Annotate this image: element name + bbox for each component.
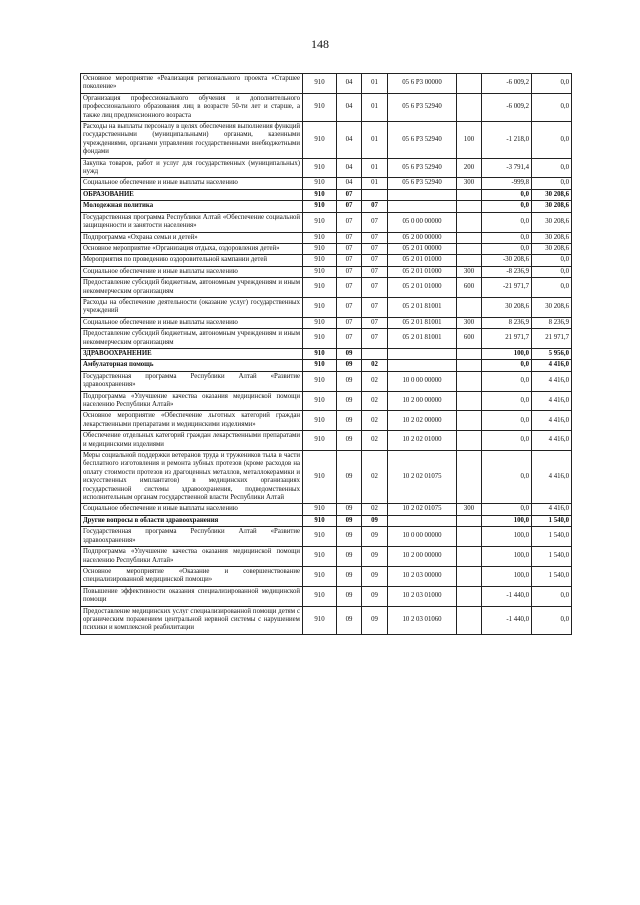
cell-ved: 910 <box>303 201 337 212</box>
cell-section: 09 <box>337 606 362 634</box>
cell-expense-type <box>457 348 482 359</box>
table-row <box>81 297 572 317</box>
table-row <box>81 189 572 200</box>
cell-ved: 910 <box>303 411 337 431</box>
table-row <box>81 547 572 567</box>
cell-target-article: 05 2 01 81001 <box>388 297 457 317</box>
cell-target-article <box>388 201 457 212</box>
cell-target-article: 10 2 02 01000 <box>388 431 457 451</box>
cell-section: 07 <box>337 329 362 349</box>
cell-target-article: 10 0 00 00000 <box>388 371 457 391</box>
cell-expense-type <box>457 515 482 526</box>
row-name: Закупка товаров, работ и услуг для государственных (муниципальных) нужд <box>81 158 303 178</box>
cell-sum-total: 1 540,0 <box>532 515 572 526</box>
cell-section: 09 <box>337 566 362 586</box>
cell-ved: 910 <box>303 527 337 547</box>
cell-sum-change: -6 009,2 <box>482 74 532 94</box>
cell-target-article: 05 6 P3 52940 <box>388 93 457 121</box>
row-name: ЗДРАВООХРАНЕНИЕ <box>81 348 303 359</box>
table-row <box>81 232 572 243</box>
table-row <box>81 243 572 254</box>
cell-ved: 910 <box>303 586 337 606</box>
cell-sum-change: -6 009,2 <box>482 93 532 121</box>
cell-section: 07 <box>337 243 362 254</box>
table-row <box>81 411 572 431</box>
cell-subsection: 02 <box>362 391 388 411</box>
cell-target-article: 10 2 02 01075 <box>388 451 457 504</box>
cell-section: 09 <box>337 451 362 504</box>
cell-section: 04 <box>337 74 362 94</box>
cell-section: 07 <box>337 212 362 232</box>
cell-target-article: 10 2 03 01060 <box>388 606 457 634</box>
cell-sum-total: 0,0 <box>532 606 572 634</box>
cell-sum-change: 0,0 <box>482 232 532 243</box>
cell-sum-total: 4 416,0 <box>532 360 572 371</box>
cell-subsection <box>362 348 388 359</box>
cell-sum-total: 21 971,7 <box>532 329 572 349</box>
table-row <box>81 266 572 277</box>
cell-sum-change: 100,0 <box>482 348 532 359</box>
cell-expense-type <box>457 189 482 200</box>
cell-section: 07 <box>337 232 362 243</box>
cell-target-article <box>388 348 457 359</box>
cell-sum-change: -1 440,0 <box>482 606 532 634</box>
cell-sum-change: 0,0 <box>482 411 532 431</box>
cell-expense-type <box>457 566 482 586</box>
cell-sum-change: 0,0 <box>482 243 532 254</box>
row-name: Основное мероприятие «Оказание и совершенствование специализированной медицинской помощи» <box>81 566 303 586</box>
row-name: Молодежная политика <box>81 201 303 212</box>
cell-subsection: 02 <box>362 360 388 371</box>
cell-sum-change: 0,0 <box>482 371 532 391</box>
cell-ved: 910 <box>303 431 337 451</box>
cell-subsection: 07 <box>362 297 388 317</box>
row-name: Подпрограмма «Улучшение качества оказания медицинской помощи населению Республики Алтай» <box>81 547 303 567</box>
cell-target-article: 05 2 01 00000 <box>388 243 457 254</box>
cell-section: 07 <box>337 201 362 212</box>
row-name: Предоставление медицинских услуг специализированной помощи детям с органическим поражением центральной нервной системы с нарушением психики и комплексной реабилитации <box>81 606 303 634</box>
cell-sum-change: 0,0 <box>482 451 532 504</box>
page-number: 148 <box>311 37 329 51</box>
table-row <box>81 212 572 232</box>
cell-target-article: 05 2 01 81001 <box>388 317 457 328</box>
cell-ved: 910 <box>303 451 337 504</box>
row-name: Меры социальной поддержки ветеранов труда и тружеников тыла в части бесплатного изготовления и ремонта зубных протезов (кроме расходов на оплату стоимости протезов из драгоценных металлов, металлокерамики и искусственных имплантатов) в медицинских организациях государственной системы здравоохранения, подведомственных исполнительным органам государственной власти Республики Алтай <box>81 451 303 504</box>
cell-ved: 910 <box>303 232 337 243</box>
table-row <box>81 391 572 411</box>
cell-sum-total: 8 236,9 <box>532 317 572 328</box>
cell-expense-type <box>457 606 482 634</box>
table-row <box>81 329 572 349</box>
cell-sum-total: 4 416,0 <box>532 431 572 451</box>
row-name: Подпрограмма «Охрана семьи и детей» <box>81 232 303 243</box>
cell-section: 07 <box>337 297 362 317</box>
budget-table <box>80 73 572 635</box>
cell-subsection: 09 <box>362 515 388 526</box>
cell-section: 09 <box>337 391 362 411</box>
cell-expense-type <box>457 243 482 254</box>
cell-sum-total: 30 208,6 <box>532 297 572 317</box>
table-row <box>81 178 572 189</box>
cell-sum-total: 1 540,0 <box>532 566 572 586</box>
cell-target-article <box>388 360 457 371</box>
cell-sum-change: 0,0 <box>482 360 532 371</box>
cell-sum-total: 30 208,6 <box>532 189 572 200</box>
cell-sum-total: 0,0 <box>532 266 572 277</box>
cell-section: 07 <box>337 255 362 266</box>
cell-sum-change: -999,8 <box>482 178 532 189</box>
cell-section: 09 <box>337 547 362 567</box>
cell-section: 09 <box>337 360 362 371</box>
cell-ved: 910 <box>303 158 337 178</box>
cell-ved: 910 <box>303 297 337 317</box>
cell-ved: 910 <box>303 515 337 526</box>
row-name: Основное мероприятие «Обеспечение льготных категорий граждан лекарственными препаратами и медицинскими изделиями» <box>81 411 303 431</box>
row-name: Расходы на обеспечение деятельности (оказание услуг) государственных учреждений <box>81 297 303 317</box>
cell-sum-change: 30 208,6 <box>482 297 532 317</box>
cell-expense-type: 600 <box>457 329 482 349</box>
cell-subsection: 07 <box>362 212 388 232</box>
cell-ved: 910 <box>303 189 337 200</box>
cell-sum-total: 30 208,6 <box>532 243 572 254</box>
cell-ved: 910 <box>303 266 337 277</box>
row-name: Обеспечение отдельных категорий граждан лекарственными препаратами и медицинскими изделиями <box>81 431 303 451</box>
cell-subsection: 07 <box>362 329 388 349</box>
cell-ved: 910 <box>303 329 337 349</box>
cell-expense-type <box>457 451 482 504</box>
cell-expense-type <box>457 297 482 317</box>
cell-ved: 910 <box>303 606 337 634</box>
cell-section: 09 <box>337 586 362 606</box>
cell-subsection: 07 <box>362 201 388 212</box>
cell-ved: 910 <box>303 255 337 266</box>
cell-sum-total: 1 540,0 <box>532 527 572 547</box>
cell-expense-type <box>457 586 482 606</box>
cell-target-article: 05 6 P3 52940 <box>388 158 457 178</box>
cell-sum-change: 0,0 <box>482 431 532 451</box>
cell-sum-total: 5 956,0 <box>532 348 572 359</box>
cell-subsection: 07 <box>362 278 388 298</box>
cell-subsection: 07 <box>362 243 388 254</box>
cell-section: 09 <box>337 515 362 526</box>
cell-sum-total: 0,0 <box>532 93 572 121</box>
cell-expense-type: 300 <box>457 178 482 189</box>
row-name: Повышение эффективности оказания специализированной медицинской помощи <box>81 586 303 606</box>
cell-target-article: 05 2 01 81001 <box>388 329 457 349</box>
cell-ved: 910 <box>303 93 337 121</box>
cell-target-article: 05 6 P3 00000 <box>388 74 457 94</box>
cell-section: 09 <box>337 348 362 359</box>
row-name: Расходы на выплаты персоналу в целях обеспечения выполнения функций государственными (муниципальными) органами, казенными учреждениями, органами управления государственными внебюджетными фондами <box>81 122 303 159</box>
cell-sum-change: -1 218,0 <box>482 122 532 159</box>
cell-target-article <box>388 515 457 526</box>
table-row <box>81 122 572 159</box>
cell-target-article: 10 2 02 00000 <box>388 411 457 431</box>
table-row <box>81 606 572 634</box>
cell-expense-type: 300 <box>457 504 482 515</box>
cell-section: 09 <box>337 431 362 451</box>
cell-ved: 910 <box>303 317 337 328</box>
cell-section: 09 <box>337 504 362 515</box>
cell-sum-change: 8 236,9 <box>482 317 532 328</box>
cell-ved: 910 <box>303 504 337 515</box>
cell-sum-change: -3 791,4 <box>482 158 532 178</box>
cell-expense-type <box>457 360 482 371</box>
cell-section: 07 <box>337 317 362 328</box>
cell-expense-type <box>457 255 482 266</box>
cell-subsection: 07 <box>362 255 388 266</box>
cell-expense-type: 300 <box>457 266 482 277</box>
cell-sum-change: -21 971,7 <box>482 278 532 298</box>
cell-sum-total: 4 416,0 <box>532 371 572 391</box>
cell-expense-type <box>457 212 482 232</box>
cell-section: 09 <box>337 411 362 431</box>
cell-expense-type: 600 <box>457 278 482 298</box>
cell-expense-type <box>457 527 482 547</box>
cell-subsection: 02 <box>362 504 388 515</box>
cell-subsection: 01 <box>362 178 388 189</box>
cell-sum-total: 1 540,0 <box>532 547 572 567</box>
cell-ved: 910 <box>303 122 337 159</box>
table-row <box>81 371 572 391</box>
row-name: Государственная программа Республики Алтай «Развитие здравоохранения» <box>81 527 303 547</box>
table-row <box>81 278 572 298</box>
cell-subsection: 01 <box>362 158 388 178</box>
row-name: Предоставление субсидий бюджетным, автономным учреждениям и иным некоммерческим организациям <box>81 329 303 349</box>
cell-sum-total: 0,0 <box>532 278 572 298</box>
cell-target-article: 05 6 P3 52940 <box>388 122 457 159</box>
cell-sum-change: 0,0 <box>482 201 532 212</box>
cell-sum-change: 0,0 <box>482 212 532 232</box>
cell-target-article: 10 2 03 00000 <box>388 566 457 586</box>
row-name: Государственная программа Республики Алтай «Развитие здравоохранения» <box>81 371 303 391</box>
cell-subsection: 02 <box>362 411 388 431</box>
cell-ved: 910 <box>303 348 337 359</box>
cell-expense-type: 100 <box>457 122 482 159</box>
cell-target-article: 05 2 01 01000 <box>388 266 457 277</box>
cell-sum-change: 0,0 <box>482 189 532 200</box>
row-name: Социальное обеспечение и иные выплаты населению <box>81 266 303 277</box>
row-name: Амбулаторная помощь <box>81 360 303 371</box>
cell-target-article: 05 2 01 01000 <box>388 278 457 298</box>
cell-sum-total: 0,0 <box>532 122 572 159</box>
cell-sum-change: 100,0 <box>482 527 532 547</box>
cell-expense-type: 300 <box>457 317 482 328</box>
cell-section: 09 <box>337 527 362 547</box>
row-name: Социальное обеспечение и иные выплаты населению <box>81 317 303 328</box>
cell-sum-total: 30 208,6 <box>532 232 572 243</box>
cell-target-article: 10 2 03 01000 <box>388 586 457 606</box>
table-row <box>81 515 572 526</box>
cell-section: 04 <box>337 178 362 189</box>
row-name: Социальное обеспечение и иные выплаты населению <box>81 504 303 515</box>
cell-sum-total: 30 208,6 <box>532 201 572 212</box>
cell-ved: 910 <box>303 566 337 586</box>
cell-target-article: 05 2 00 00000 <box>388 232 457 243</box>
cell-ved: 910 <box>303 212 337 232</box>
cell-expense-type <box>457 547 482 567</box>
cell-subsection: 01 <box>362 74 388 94</box>
cell-sum-total: 0,0 <box>532 178 572 189</box>
cell-sum-total: 4 416,0 <box>532 504 572 515</box>
table-row <box>81 360 572 371</box>
cell-target-article: 05 0 00 00000 <box>388 212 457 232</box>
row-name: Социальное обеспечение и иные выплаты населению <box>81 178 303 189</box>
cell-sum-change: -8 236,9 <box>482 266 532 277</box>
cell-ved: 910 <box>303 243 337 254</box>
cell-target-article: 05 6 P3 52940 <box>388 178 457 189</box>
table-row <box>81 527 572 547</box>
cell-section: 04 <box>337 93 362 121</box>
cell-expense-type <box>457 93 482 121</box>
row-name: Основное мероприятие «Реализация регионального проекта «Старшее поколение» <box>81 74 303 94</box>
cell-subsection: 02 <box>362 371 388 391</box>
cell-expense-type <box>457 201 482 212</box>
table-row <box>81 451 572 504</box>
cell-section: 04 <box>337 158 362 178</box>
cell-subsection: 09 <box>362 527 388 547</box>
cell-subsection: 07 <box>362 317 388 328</box>
row-name: Мероприятия по проведению оздоровительной кампании детей <box>81 255 303 266</box>
cell-target-article: 05 2 01 01000 <box>388 255 457 266</box>
cell-target-article: 10 2 02 01075 <box>388 504 457 515</box>
cell-target-article: 10 2 00 00000 <box>388 391 457 411</box>
table-row <box>81 317 572 328</box>
row-name: ОБРАЗОВАНИЕ <box>81 189 303 200</box>
cell-subsection: 07 <box>362 266 388 277</box>
cell-sum-total: 4 416,0 <box>532 411 572 431</box>
cell-ved: 910 <box>303 178 337 189</box>
cell-ved: 910 <box>303 371 337 391</box>
cell-expense-type <box>457 371 482 391</box>
cell-ved: 910 <box>303 74 337 94</box>
cell-ved: 910 <box>303 360 337 371</box>
cell-expense-type <box>457 391 482 411</box>
cell-sum-change: 100,0 <box>482 566 532 586</box>
row-name: Другие вопросы в области здравоохранения <box>81 515 303 526</box>
cell-expense-type <box>457 74 482 94</box>
row-name: Основное мероприятие «Организация отдыха, оздоровления детей» <box>81 243 303 254</box>
cell-ved: 910 <box>303 278 337 298</box>
table-row <box>81 255 572 266</box>
cell-section: 07 <box>337 189 362 200</box>
table-row <box>81 93 572 121</box>
table-row <box>81 158 572 178</box>
table-row <box>81 586 572 606</box>
cell-subsection: 09 <box>362 606 388 634</box>
cell-ved: 910 <box>303 391 337 411</box>
cell-target-article <box>388 189 457 200</box>
cell-sum-total: 0,0 <box>532 74 572 94</box>
cell-ved: 910 <box>303 547 337 567</box>
cell-sum-change: -30 208,6 <box>482 255 532 266</box>
row-name: Подпрограмма «Улучшение качества оказания медицинской помощи населению Республики Алтай» <box>81 391 303 411</box>
cell-expense-type: 200 <box>457 158 482 178</box>
cell-section: 07 <box>337 278 362 298</box>
cell-sum-total: 4 416,0 <box>532 451 572 504</box>
cell-sum-change: 0,0 <box>482 504 532 515</box>
cell-expense-type <box>457 431 482 451</box>
cell-sum-total: 0,0 <box>532 255 572 266</box>
row-name: Государственная программа Республики Алтай «Обеспечение социальной защищенности и занятости населения» <box>81 212 303 232</box>
row-name: Организация профессионального обучения и дополнительного профессионального образования лиц в возрасте 50-ти лет и старше, а также лиц предпенсионного возраста <box>81 93 303 121</box>
cell-subsection: 02 <box>362 431 388 451</box>
cell-sum-total: 0,0 <box>532 586 572 606</box>
cell-expense-type <box>457 411 482 431</box>
cell-target-article: 10 2 00 00000 <box>388 547 457 567</box>
cell-subsection: 07 <box>362 232 388 243</box>
cell-sum-change: 100,0 <box>482 515 532 526</box>
table-row <box>81 201 572 212</box>
table-row <box>81 504 572 515</box>
cell-sum-total: 30 208,6 <box>532 212 572 232</box>
cell-sum-change: 100,0 <box>482 547 532 567</box>
table-row <box>81 348 572 359</box>
cell-subsection: 09 <box>362 566 388 586</box>
table-row <box>81 431 572 451</box>
cell-sum-total: 0,0 <box>532 158 572 178</box>
cell-target-article: 10 0 00 00000 <box>388 527 457 547</box>
cell-sum-total: 4 416,0 <box>532 391 572 411</box>
cell-subsection: 09 <box>362 586 388 606</box>
table-row <box>81 566 572 586</box>
cell-subsection: 01 <box>362 122 388 159</box>
cell-sum-change: -1 440,0 <box>482 586 532 606</box>
cell-section: 07 <box>337 266 362 277</box>
cell-subsection: 02 <box>362 451 388 504</box>
row-name: Предоставление субсидий бюджетным, автономным учреждениям и иным некоммерческим организациям <box>81 278 303 298</box>
cell-subsection: 09 <box>362 547 388 567</box>
cell-subsection <box>362 189 388 200</box>
table-row <box>81 74 572 94</box>
cell-section: 09 <box>337 371 362 391</box>
cell-sum-change: 0,0 <box>482 391 532 411</box>
cell-section: 04 <box>337 122 362 159</box>
cell-sum-change: 21 971,7 <box>482 329 532 349</box>
cell-subsection: 01 <box>362 93 388 121</box>
cell-expense-type <box>457 232 482 243</box>
